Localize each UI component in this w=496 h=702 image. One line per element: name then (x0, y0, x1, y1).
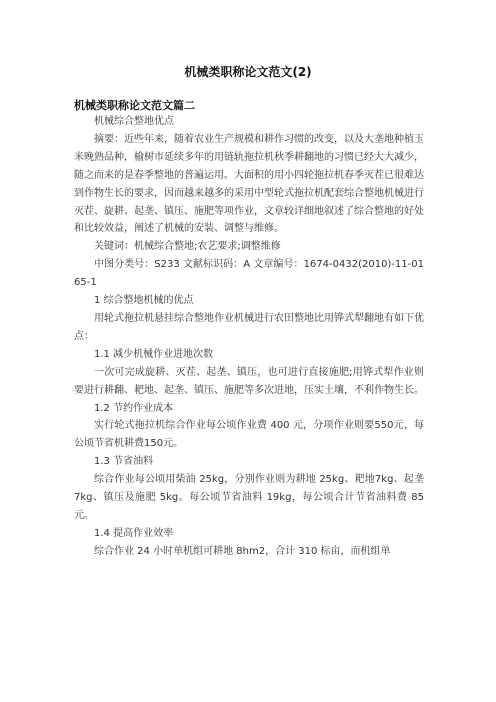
body-paragraph: 一次可完成旋耕、灭茬、起垄、镇压，也可进行直接施肥;用铧式犁作业则要进行耕翻、耙地、起垄、镇压、施肥等多次进地，压实土壤，不利作物生长。 (74, 366, 424, 396)
section-heading: 1.3 节省油料 (94, 456, 154, 468)
section-heading: 机械综合整地优点 (94, 116, 174, 127)
keywords-paragraph: 关键词：机械综合整地;农艺要求;调整维修 (94, 241, 281, 253)
section-heading: 1.4 提高作业效率 (94, 527, 174, 539)
document-body (74, 113, 424, 561)
section-heading: 1 综合整地机械的优点 (94, 295, 194, 307)
body-paragraph: 综合作业每公顷用柴油 25kg，分别作业则为耕地 25kg、耙地7kg、起垄 7kg、镇压及施肥 5kg。每公顷节省油料 19kg，每公顷合计节省油料费 85 元。 (74, 474, 424, 521)
document-title: 机械类职称论文范文(2) (184, 65, 312, 79)
body-paragraph: 实行轮式拖拉机综合作业每公顷作业费 400 元，分项作业则要550元，每公顷节省机耕费150元。 (74, 420, 424, 450)
section-heading: 1.2 节约作业成本 (94, 402, 174, 414)
section-heading: 1.1 减少机械作业进地次数 (94, 348, 214, 360)
classification-paragraph: 中图分类号：S233 文献标识码：A 文章编号：1674-0432(2010)-11-0165-1 (74, 259, 424, 289)
abstract-paragraph: 摘要：近些年来，随着农业生产规模和耕作习惯的改变，以及大垄地种植玉米晚熟品种，榆树市延续多年的用链轨拖拉机秋季耕翻地的习惯已经大大减少，随之而来的是春季整地的普遍运用。大面积的用小四轮拖拉机春季灭茬已很难达到作物生长的要求，因而越来越多的采用中型轮式拖拉机配套综合整地机械进行灭茬、旋耕、起垄、镇压、施肥等项作业，文章较详细地叙述了综合整地的好处和比较效益，阐述了机械的安装、调整与维修。 (74, 133, 424, 235)
body-paragraph: 综合作业 24 小时单机组可耕地 8hm2，合计 310 标亩，而机组单 (94, 545, 391, 557)
document-subtitle: 机械类职称论文范文篇二 (74, 99, 195, 112)
body-paragraph: 用轮式拖拉机悬挂综合整地作业机械进行农田整地比用铧式犁翻地有如下优点： (74, 312, 424, 342)
